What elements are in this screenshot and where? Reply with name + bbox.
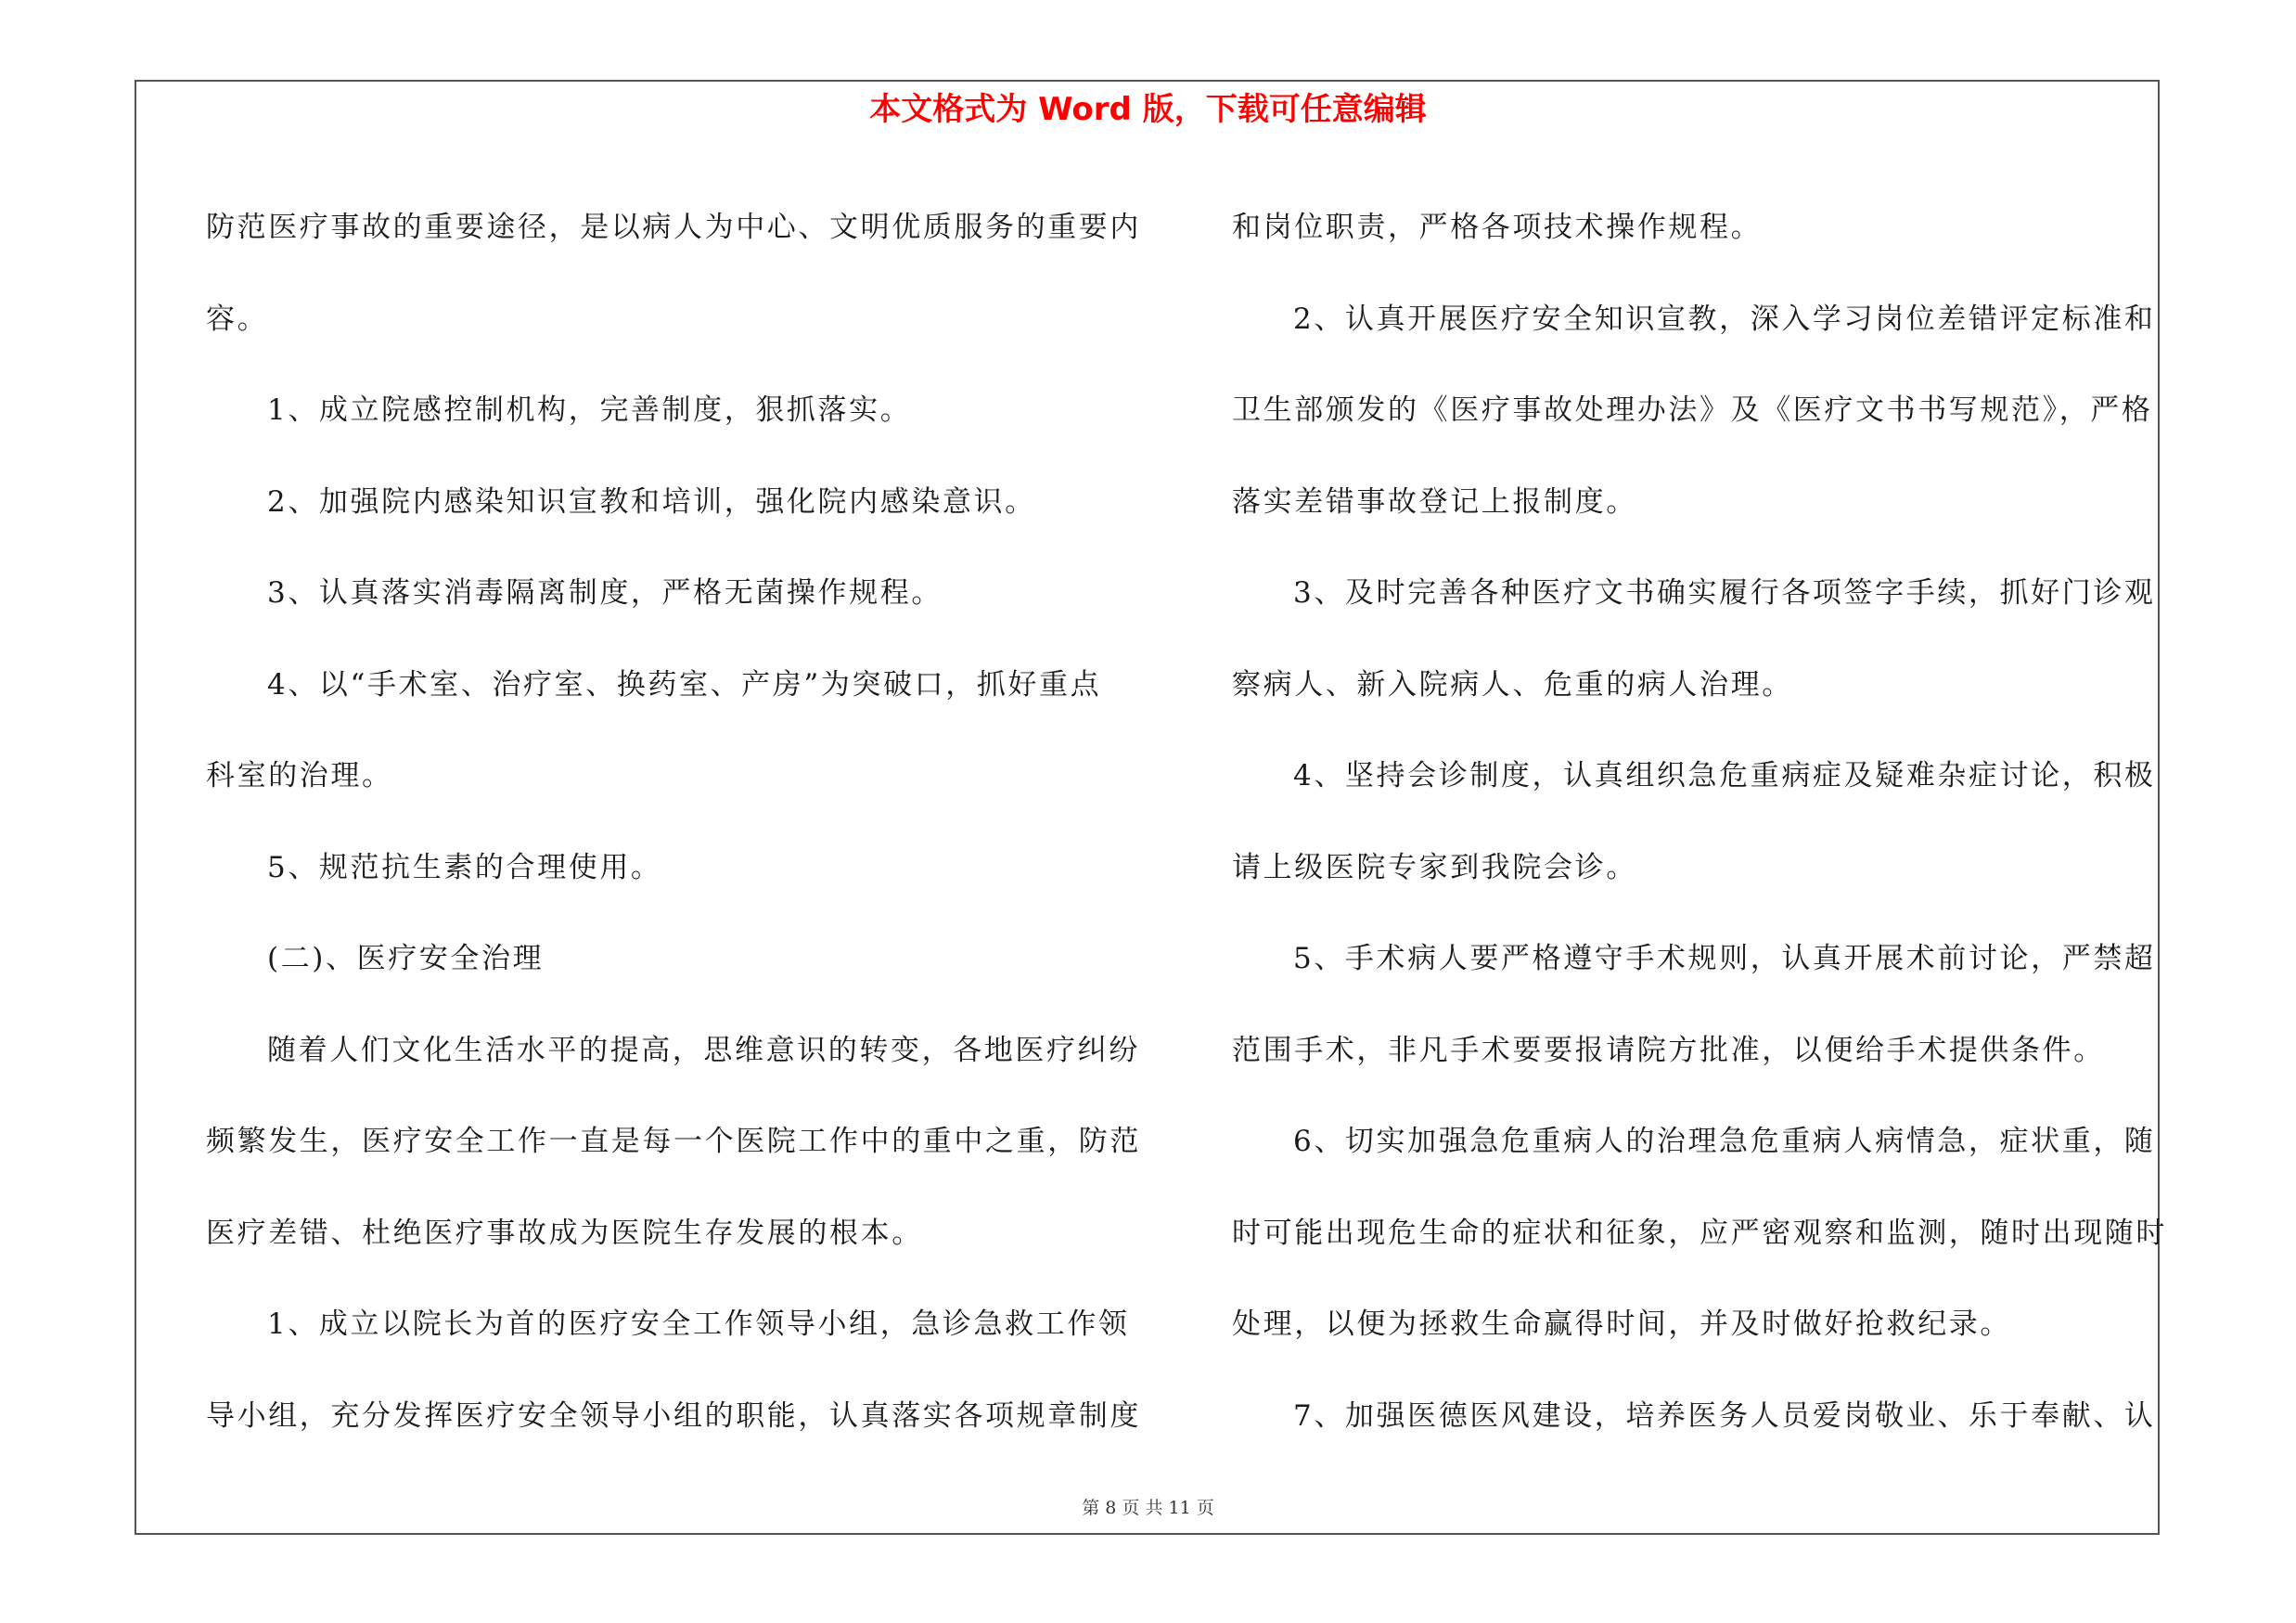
paragraph-line: 1、成立院感控制机构，完善制度，狠抓落实。 <box>267 393 912 427</box>
paragraph-line: 导小组，充分发挥医疗安全领导小组的职能，认真落实各项规章制度 <box>206 1398 1141 1433</box>
page-number-footer: 第 8 页 共 11 页 <box>1082 1498 1214 1518</box>
paragraph-line: 范围手术，非凡手术要要报请院方批准，以便给手术提供条件。 <box>1232 1033 2105 1067</box>
paragraph-line: 医疗差错、杜绝医疗事故成为医院生存发展的根本。 <box>206 1216 923 1250</box>
paragraph-line: 和岗位职责，严格各项技术操作规程。 <box>1232 211 1763 244</box>
paragraph-line: 2、加强院内感染知识宣教和培训，强化院内感染意识。 <box>267 484 1036 519</box>
paragraph-line: 科室的治理。 <box>206 759 393 792</box>
paragraph-line: 6、切实加强急危重病人的治理急危重病人病情急，症状重，随 <box>1293 1125 2156 1158</box>
paragraph-line: 时可能出现危生命的症状和征象，应严密观察和监测，随时出现随时 <box>1232 1216 2167 1250</box>
paragraph-line: 察病人、新入院病人、危重的病人治理。 <box>1232 667 1793 702</box>
paragraph-line: 5、规范抗生素的合理使用。 <box>267 850 662 884</box>
right-text-column <box>1232 182 2167 1462</box>
paragraph-line: 卫生部颁发的《医疗事故处理办法》及《医疗文书书写规范》，严格 <box>1232 393 2153 427</box>
paragraph-line: 落实差错事故登记上报制度。 <box>1232 484 1637 519</box>
paragraph-line: 请上级医院专家到我院会诊。 <box>1232 850 1637 884</box>
paragraph-line: 1、成立以院长为首的医疗安全工作领导小组，急诊急救工作领 <box>267 1307 1130 1341</box>
paragraph-line: 3、认真落实消毒隔离制度，严格无菌操作规程。 <box>267 576 943 610</box>
paragraph-line: 3、及时完善各种医疗文书确实履行各项签字手续，抓好门诊观 <box>1293 576 2156 610</box>
paragraph-line: 防范医疗事故的重要途径，是以病人为中心、文明优质服务的重要内 <box>206 211 1141 244</box>
paragraph-line: 7、加强医德医风建设，培养医务人员爱岗敬业、乐于奉献、认 <box>1293 1398 2156 1433</box>
paragraph-line: 4、坚持会诊制度，认真组织急危重病症及疑难杂症讨论，积极 <box>1293 759 2156 792</box>
paragraph-line: 随着人们文化生活水平的提高，思维意识的转变，各地医疗纠纷 <box>267 1033 1140 1067</box>
paragraph-line: 2、认真开展医疗安全知识宣教，深入学习岗位差错评定标准和 <box>1293 302 2156 336</box>
paragraph-line: 5、手术病人要严格遵守手术规则，认真开展术前讨论，严禁超 <box>1293 942 2156 975</box>
paragraph-line: 频繁发生，医疗安全工作一直是每一个医院工作中的重中之重，防范 <box>206 1125 1141 1158</box>
paragraph-line: 容。 <box>206 302 269 336</box>
paragraph-line: 处理，以便为拯救生命赢得时间，并及时做好抢救纪录。 <box>1232 1307 2011 1341</box>
paragraph-line: (二)、医疗安全治理 <box>267 942 545 975</box>
paragraph-line: 4、以“手术室、治疗室、换药室、产房”为突破口，抓好重点 <box>267 667 1102 702</box>
left-text-column <box>206 182 1141 1462</box>
word-format-banner: 本文格式为 Word 版，下载可任意编辑 <box>869 91 1427 128</box>
